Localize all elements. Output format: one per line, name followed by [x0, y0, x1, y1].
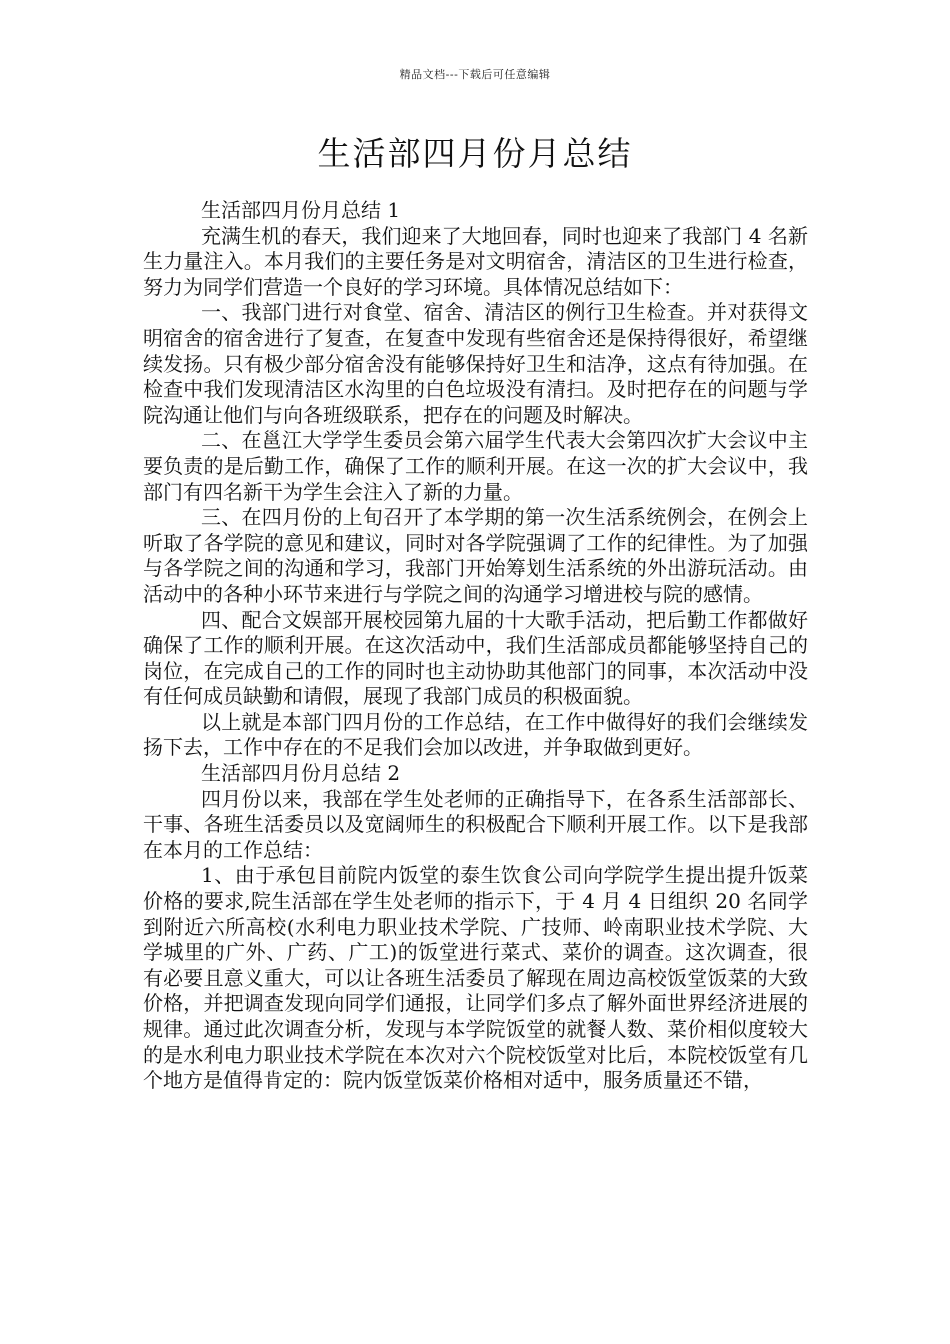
document-body: [143, 198, 808, 1094]
paragraph-item-2: 二、在邕江大学学生委员会第六届学生代表大会第四次扩大会议中主要负责的是后勤工作，确保了工作的顺利开展。在这一次的扩大会议中，我部门有四名新干为学生会注入了新的力量。: [143, 428, 808, 504]
document-title: 生活部四月份月总结: [317, 134, 633, 173]
paragraph-item-3: 三、在四月份的上旬召开了本学期的第一次生活系统例会，在例会上听取了各学院的意见和建议，同时对各学院强调了工作的纪律性。为了加强与各学院之间的沟通和学习，我部门开始筹划生活系统的外出游玩活动。由活动中的各种小环节来进行与学院之间的沟通学习增进校与院的感情。: [143, 505, 808, 606]
section-heading-2: 生活部四月份月总结 2: [201, 761, 401, 786]
paragraph-item-1: 一、我部门进行对食堂、宿舍、清洁区的例行卫生检查。并对获得文明宿舍的宿舍进行了复查，在复查中发现有些宿舍还是保持得很好，希望继续发扬。只有极少部分宿舍没有能够保持好卫生和洁净，这点有待加强。在检查中我们发现清洁区水沟里的白色垃圾没有清扫。及时把存在的问题与学院沟通让他们与向各班级联系，把存在的问题及时解决。: [143, 300, 808, 427]
paragraph-intro-2: 四月份以来，我部在学生处老师的正确指导下，在各系生活部部长、干事、各班生活委员以及宽阔师生的积极配合下顺利开展工作。以下是我部在本月的工作总结：: [143, 786, 808, 862]
paragraph-item-4: 四、配合文娱部开展校园第九届的十大歌手活动，把后勤工作都做好确保了工作的顺利开展。在这次活动中，我们生活部成员都能够坚持自己的岗位，在完成自己的工作的同时也主动协助其他部门的同事，本次活动中没有任何成员缺勤和请假，展现了我部门成员的积极面貌。: [143, 607, 808, 709]
section-heading-1: 生活部四月份月总结 1: [201, 198, 401, 222]
paragraph-item-2-1: 1、由于承包目前院内饭堂的泰生饮食公司向学院学生提出提升饭菜价格的要求,院生活部在学生处老师的指示下，于 4 月 4 日组织 20 名同学到附近六所高校(水利电力职业技术学院、广技师、岭南职业技术学院、大学城里的广外、广药、广工)的饭堂进行菜式、菜价的调查。这次调查，很有必要且意义重大，可以让各班生活委员了解现在周边高校饭堂饭菜的大致价格，并把调查发现向同学们通报，让同学们多点了解外面世界经济进展的规律。通过此次调查分析，发现与本学院饭堂的就餐人数、菜价相似度较大的是水利电力职业技术学院在本次对六个院校饭堂对比后，本院校饭堂有几个地方是值得肯定的：院内饭堂饭菜价格相对适中，服务质量还不错，: [143, 863, 808, 1093]
paragraph-conclusion: 以上就是本部门四月份的工作总结，在工作中做得好的我们会继续发扬下去，工作中存在的不足我们会加以改进，并争取做到更好。: [143, 709, 808, 760]
paragraph-intro: 充满生机的春天，我们迎来了大地回春，同时也迎来了我部门 4 名新生力量注入。本月我们的主要任务是对文明宿舍，清洁区的卫生进行检查，努力为同学们营造一个良好的学习环境。具体情况总结如下：: [143, 223, 808, 299]
header-note: 精品文档---下载后可任意编辑: [399, 68, 551, 81]
